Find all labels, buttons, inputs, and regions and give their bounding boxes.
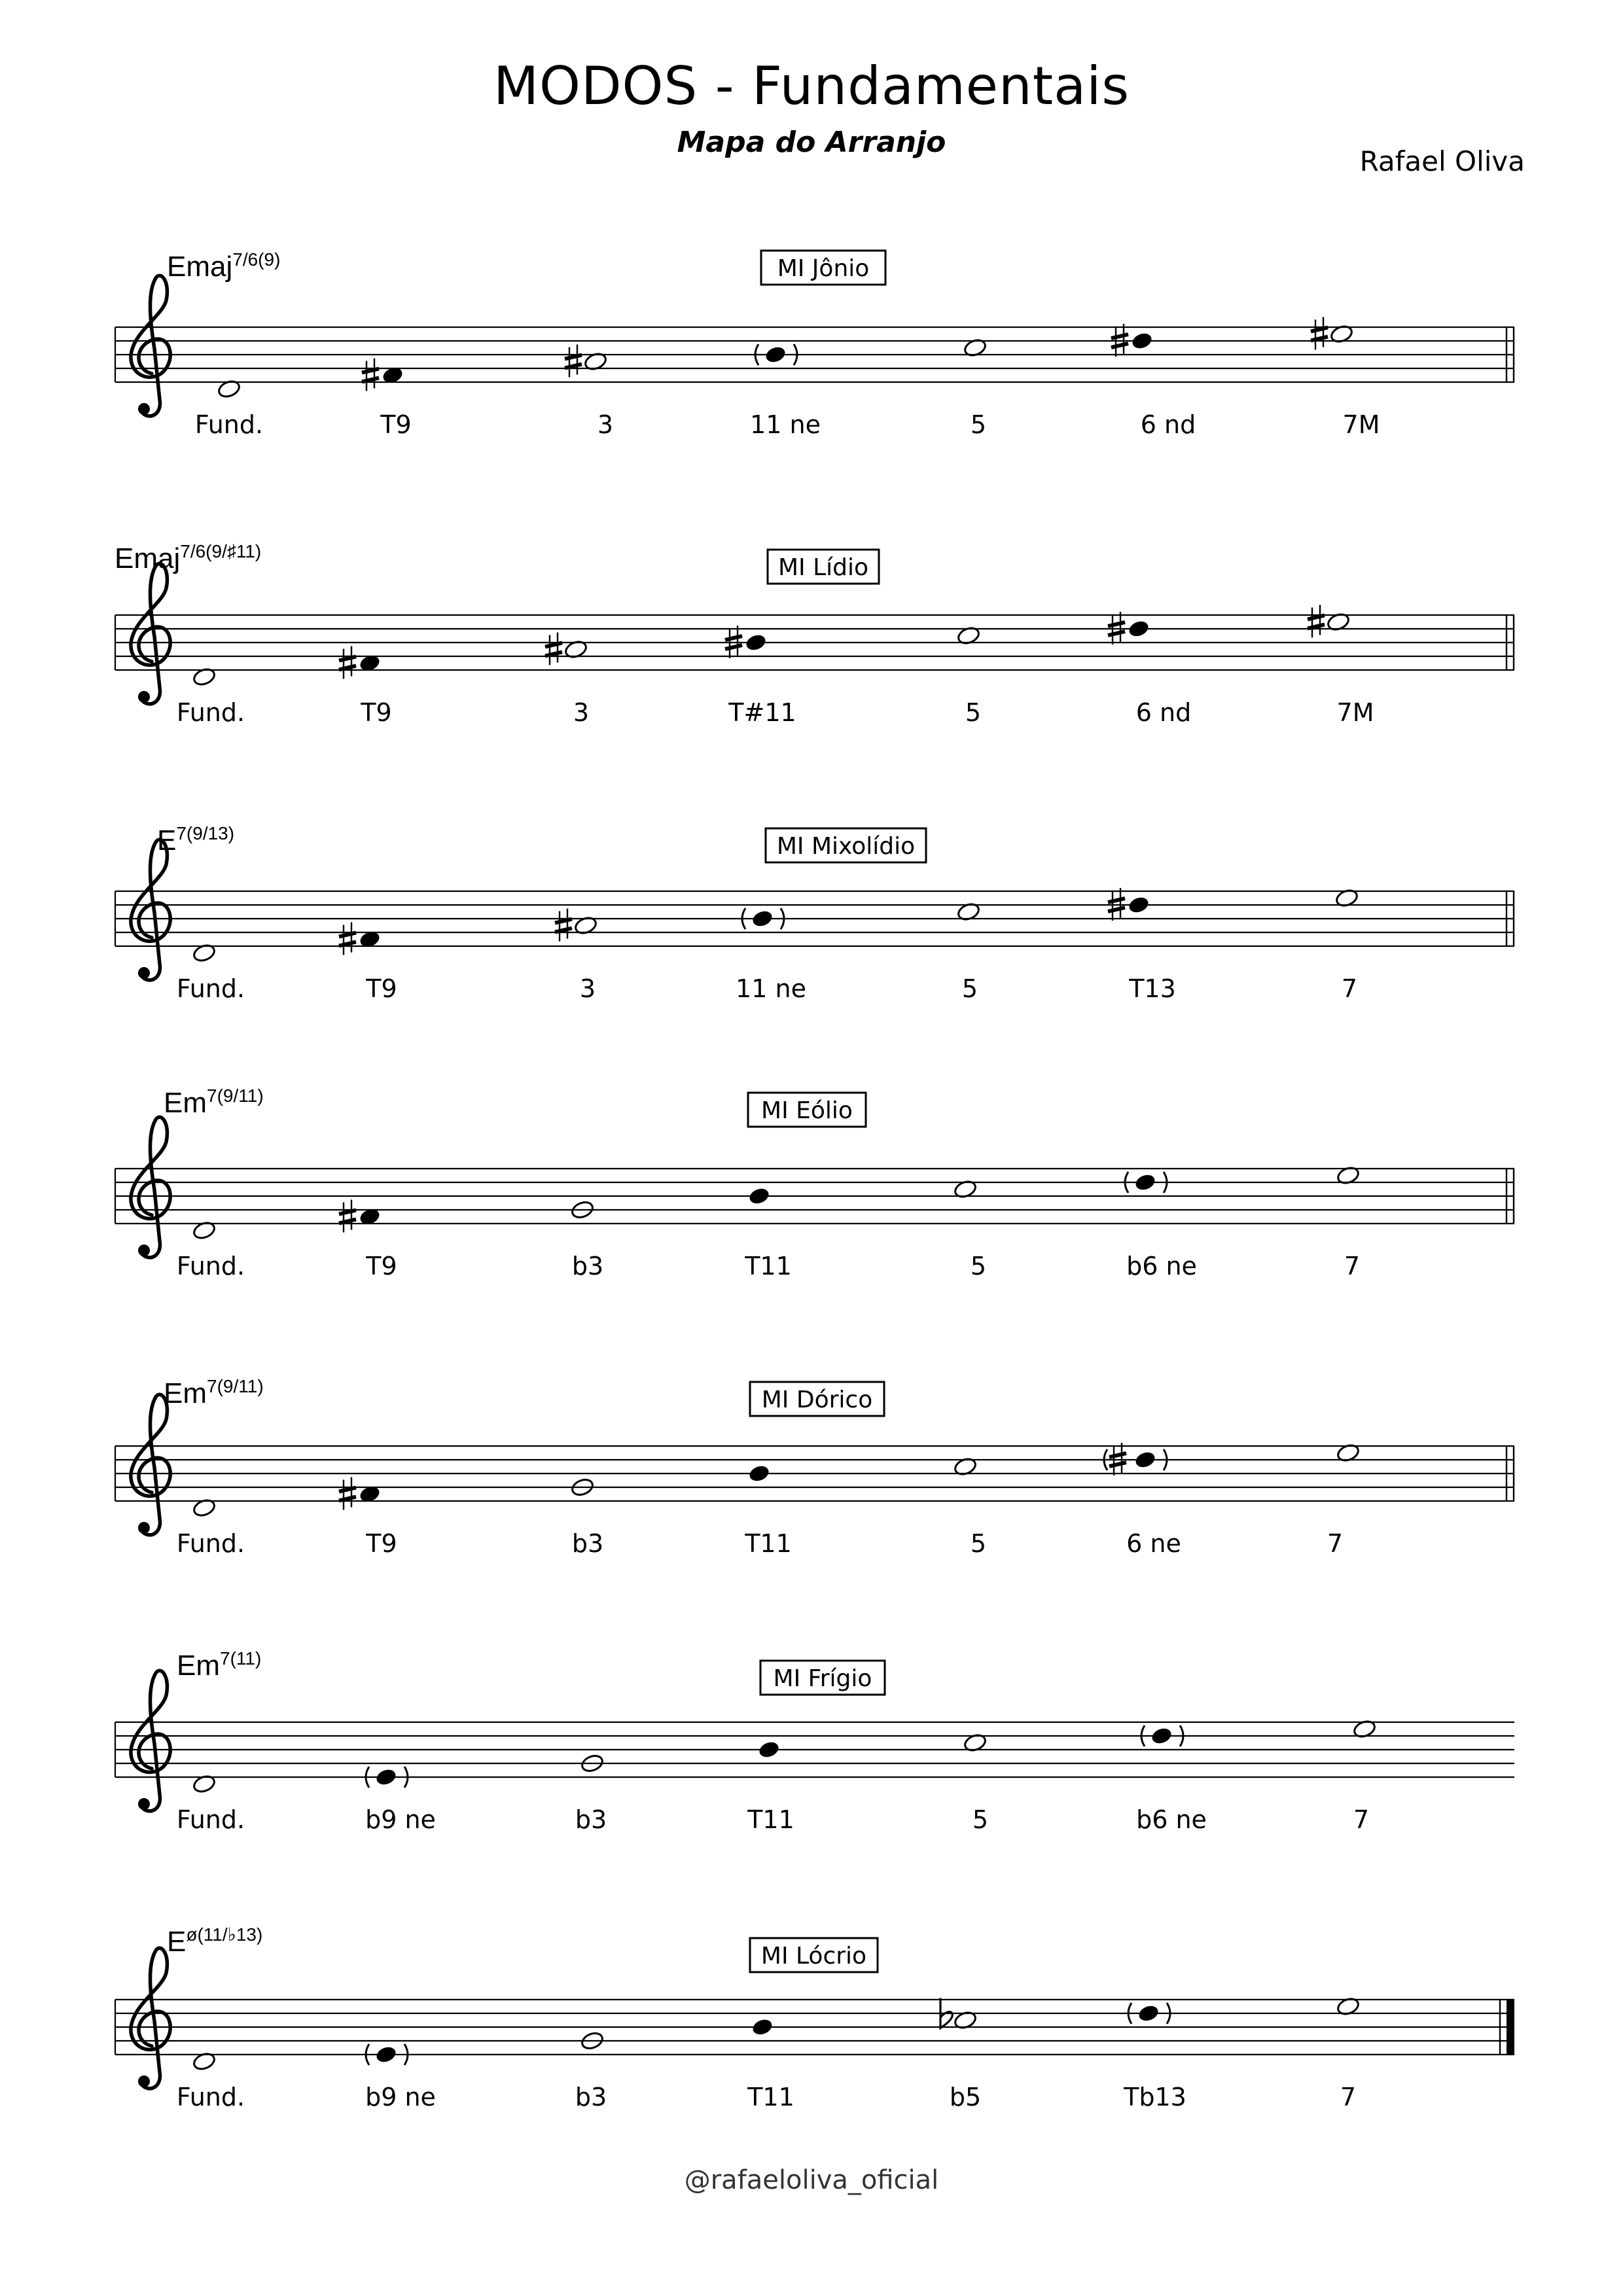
degree-label: b3 xyxy=(571,1252,604,1280)
degree-label: T11 xyxy=(747,1805,794,1834)
degree-label: 3 xyxy=(579,974,596,1003)
chord-root: Emaj xyxy=(115,542,181,574)
degree-label: 6 ne xyxy=(1126,1529,1181,1558)
chord-extension: 7(11) xyxy=(220,1648,262,1669)
degree-label: 11 ne xyxy=(736,974,806,1003)
chord-root: Em xyxy=(164,1377,207,1409)
chord-symbol xyxy=(167,249,280,283)
mode-label-box xyxy=(750,1938,878,1972)
degree-label: 6 nd xyxy=(1135,698,1192,727)
staff-system xyxy=(0,1617,1623,1892)
degree-label: 7 xyxy=(1340,2083,1357,2111)
mode-name: MI Lídio xyxy=(777,554,869,581)
degree-label: b3 xyxy=(575,1805,607,1834)
degree-label: 5 xyxy=(970,1252,987,1280)
chord-extension: 7(9/13) xyxy=(176,823,235,843)
page-title: MODOS - Fundamentais xyxy=(493,56,1130,116)
degree-label: 3 xyxy=(597,410,614,439)
staff-lines xyxy=(115,1169,1514,1224)
degree-label: Fund. xyxy=(176,698,245,727)
degree-label: b3 xyxy=(571,1529,604,1558)
chord-extension: 7(9/11) xyxy=(207,1376,264,1396)
degree-label: b9 ne xyxy=(365,2083,436,2111)
footer-handle: @rafaeloliva_oficial xyxy=(684,2165,939,2195)
treble-clef-icon xyxy=(131,563,170,704)
degree-label: 7 xyxy=(1353,1805,1370,1834)
degree-label: Fund. xyxy=(176,2083,245,2111)
degree-label: 11 ne xyxy=(750,410,821,439)
degree-label: T9 xyxy=(361,698,392,727)
note xyxy=(747,1186,771,1207)
degree-label: T9 xyxy=(366,1252,397,1280)
degree-label: Fund. xyxy=(176,1529,245,1558)
mode-label-box xyxy=(766,828,926,862)
note xyxy=(751,2017,774,2038)
mode-label-box xyxy=(750,1382,884,1416)
degree-label: b3 xyxy=(575,2083,607,2111)
mode-name: MI Lócrio xyxy=(760,1943,867,1969)
staff-system xyxy=(0,786,1623,1061)
degree-label: Fund. xyxy=(176,1252,245,1280)
note xyxy=(339,646,382,679)
note xyxy=(1308,605,1351,638)
degree-label: T9 xyxy=(380,410,412,439)
staff-lines xyxy=(115,2000,1514,2055)
degree-label: b5 xyxy=(949,2083,982,2111)
degree-label: T9 xyxy=(366,974,397,1003)
note xyxy=(339,1477,382,1510)
chord-extension: 7(9/11) xyxy=(207,1086,264,1106)
degree-label: 5 xyxy=(970,410,987,439)
chord-root: Em xyxy=(164,1087,207,1119)
staff-lines xyxy=(115,891,1514,946)
degree-label: T#11 xyxy=(728,698,796,727)
chord-root: E xyxy=(167,1926,187,1958)
page-subtitle: Mapa do Arranjo xyxy=(677,126,946,159)
degree-label: 3 xyxy=(573,698,590,727)
mode-label-box xyxy=(748,1093,866,1127)
treble-clef-icon xyxy=(131,275,170,416)
degree-label: Fund. xyxy=(176,1805,245,1834)
mode-label-box xyxy=(761,251,885,285)
staff-lines xyxy=(115,327,1514,382)
mode-name: MI Mixolídio xyxy=(776,833,916,860)
chord-extension: ø(11/♭13) xyxy=(186,1924,263,1945)
note xyxy=(555,909,598,942)
composer-name: Rafael Oliva xyxy=(1359,145,1525,177)
chord-symbol xyxy=(164,1086,264,1119)
degree-label: 6 nd xyxy=(1140,410,1196,439)
chord-extension: 7/6(9/♯11) xyxy=(180,541,262,561)
treble-clef-icon xyxy=(131,1394,170,1535)
staff-system xyxy=(0,1341,1623,1616)
degree-label: T11 xyxy=(747,2083,794,2111)
mode-label-box xyxy=(760,1661,885,1695)
staff-system xyxy=(0,510,1623,785)
degree-label: 5 xyxy=(970,1529,987,1558)
degree-label: T9 xyxy=(366,1529,397,1558)
note xyxy=(940,1998,978,2031)
degree-label: T13 xyxy=(1129,974,1176,1003)
note xyxy=(545,633,588,665)
degree-label: 7M xyxy=(1336,698,1374,727)
chord-symbol xyxy=(157,823,234,857)
degree-label: 7 xyxy=(1344,1252,1361,1280)
degree-label: T11 xyxy=(745,1252,792,1280)
note xyxy=(1311,317,1354,350)
chord-symbol xyxy=(115,541,261,574)
note xyxy=(757,1740,781,1760)
note xyxy=(747,1464,771,1484)
staff-lines xyxy=(115,1722,1514,1777)
note xyxy=(565,345,608,378)
degree-label: Fund. xyxy=(176,974,245,1003)
note xyxy=(339,1200,382,1233)
staff-system xyxy=(0,1064,1623,1339)
degree-label: Fund. xyxy=(194,410,264,439)
note xyxy=(362,359,404,391)
chord-symbol xyxy=(177,1648,261,1682)
degree-label: 7 xyxy=(1341,974,1358,1003)
degree-label: Tb13 xyxy=(1124,2083,1186,2111)
mode-name: MI Dórico xyxy=(761,1386,873,1413)
staff-lines xyxy=(115,615,1514,670)
mode-label-box xyxy=(768,550,879,584)
mode-name: MI Frígio xyxy=(773,1665,872,1692)
degree-label: 7M xyxy=(1342,410,1380,439)
chord-symbol xyxy=(167,1924,262,1958)
chord-root: Emaj xyxy=(167,251,233,283)
chord-extension: 7/6(9) xyxy=(232,249,281,270)
note xyxy=(339,923,382,955)
mode-name: MI Jônio xyxy=(777,255,870,282)
degree-label: T11 xyxy=(745,1529,792,1558)
staff-system xyxy=(0,1895,1623,2170)
chord-root: E xyxy=(157,824,177,857)
treble-clef-icon xyxy=(131,1670,170,1811)
degree-label: 5 xyxy=(972,1805,989,1834)
treble-clef-icon xyxy=(131,1117,170,1258)
degree-label: b6 ne xyxy=(1126,1252,1197,1280)
degree-label: 7 xyxy=(1327,1529,1344,1558)
staff-system xyxy=(0,222,1623,497)
mode-name: MI Eólio xyxy=(761,1097,853,1124)
treble-clef-icon xyxy=(131,1948,170,2089)
degree-label: 5 xyxy=(961,974,978,1003)
degree-label: 5 xyxy=(965,698,982,727)
staff-lines xyxy=(115,1446,1514,1501)
degree-label: b9 ne xyxy=(365,1805,436,1834)
degree-label: b6 ne xyxy=(1136,1805,1207,1834)
chord-symbol xyxy=(164,1376,264,1409)
chord-root: Em xyxy=(177,1650,220,1682)
treble-clef-icon xyxy=(131,839,170,980)
